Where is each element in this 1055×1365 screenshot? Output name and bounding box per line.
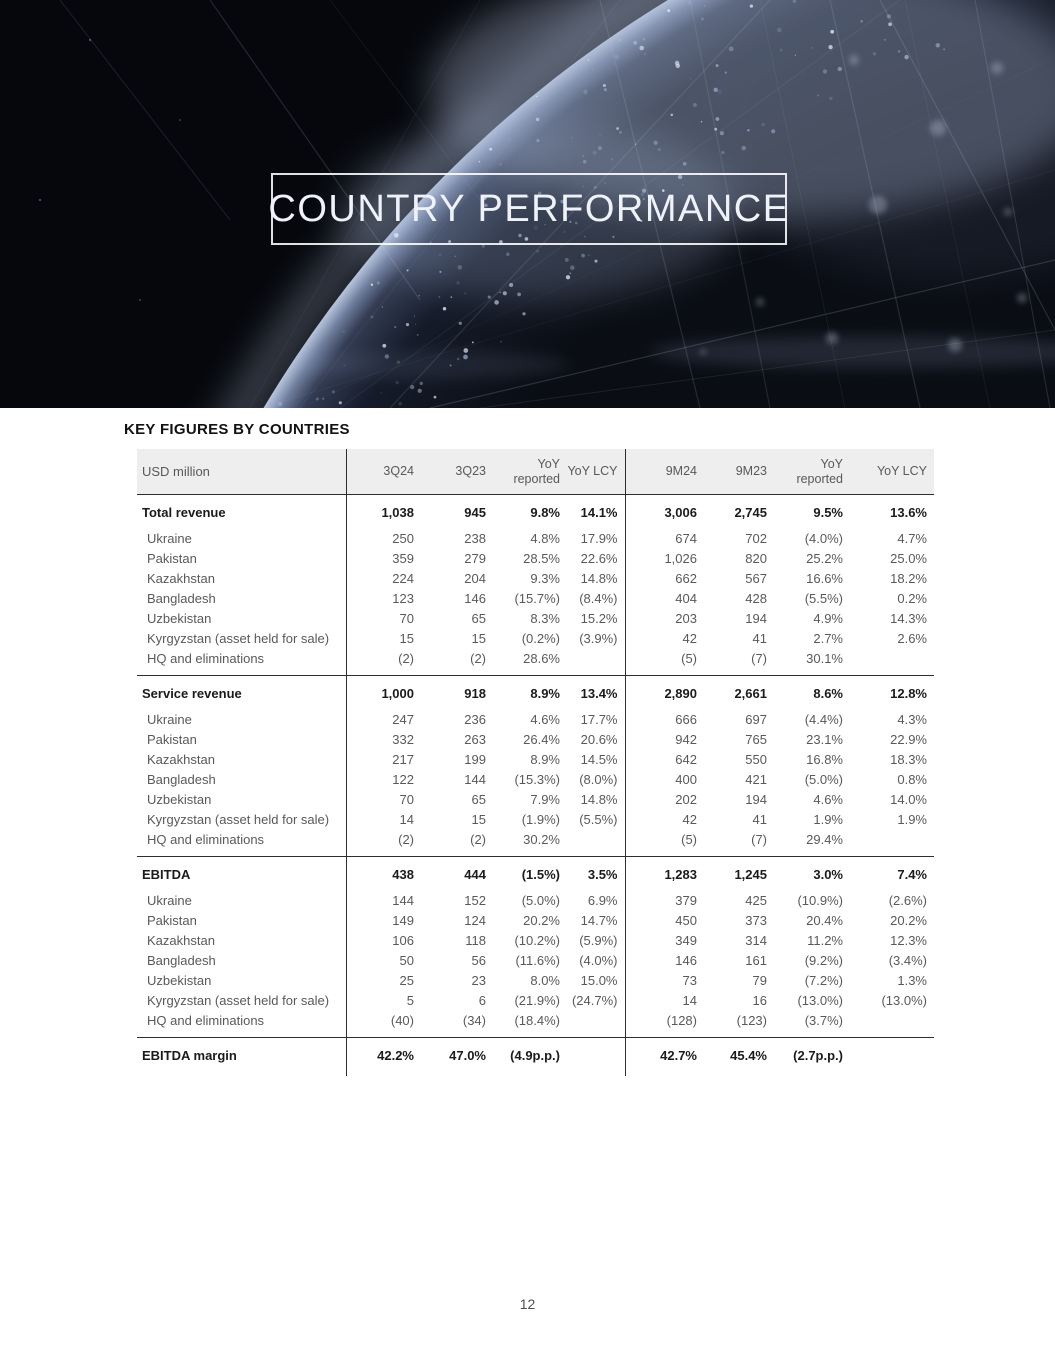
page-number: 12 [519,1296,536,1312]
cell-value: (7) [751,651,767,666]
cell-value: (1.5%) [493,857,567,892]
cell-value: (1.9%) [521,812,560,827]
cell-value: (5.0%) [804,772,843,787]
unit-label: USD million [137,449,346,495]
cell-value: 918 [421,676,493,711]
table-section [137,1038,934,1077]
cell-value: 20.2% [523,913,560,928]
cell-value: (8.0%) [567,770,625,790]
cell-value: 15 [471,812,486,827]
cell-value: 14.7% [567,911,625,931]
cell-value: 942 [675,732,697,747]
country-row [137,810,934,830]
cell-value: 697 [745,712,767,727]
cell-value: 945 [421,495,493,530]
cell-value: 14.5% [567,750,625,770]
cell-value: 15 [399,631,414,646]
column-header: 3Q23 [421,449,493,495]
cell-value: 17.9% [567,529,625,549]
table-section [137,676,934,857]
cell-value: (7) [751,832,767,847]
page-title: COUNTRY PERFORMANCE [268,187,790,230]
cell-value: 16.6% [806,571,843,586]
cell-value: 820 [745,551,767,566]
cell-value: 20.4% [806,913,843,928]
cell-value: 144 [464,772,486,787]
column-header: 9M24 [625,449,704,495]
country-row [137,971,934,991]
cell-value [850,649,934,676]
cell-value: 373 [745,913,767,928]
cell-value: 4.6% [530,712,560,727]
cell-value: 550 [745,752,767,767]
row-label: EBITDA margin [137,1038,346,1077]
cell-value: 194 [745,792,767,807]
cell-value: (2) [470,832,486,847]
country-row [137,951,934,971]
cell-value: 3.0% [774,857,850,892]
cell-value: (5.0%) [521,893,560,908]
cell-value: 14.1% [567,495,625,530]
country-row [137,991,934,1011]
cell-value [850,1038,934,1077]
country-row [137,1011,934,1038]
cell-value: 9.3% [530,571,560,586]
cell-value: 2.7% [813,631,843,646]
cell-value: 567 [745,571,767,586]
key-figures-table [137,449,934,1076]
row-label: Pakistan [137,730,346,750]
cell-value: 224 [392,571,414,586]
row-label: Kazakhstan [137,931,346,951]
cell-value: 65 [471,792,486,807]
cell-value: 702 [745,531,767,546]
country-row [137,891,934,911]
section-total-row [137,676,934,711]
cell-value: 662 [675,571,697,586]
cell-value: 30.2% [523,832,560,847]
column-header: YoY LCY [850,449,934,495]
section-total-row [137,495,934,530]
section-total-row [137,857,934,892]
cell-value: 14.8% [567,790,625,810]
cell-value: (34) [462,1013,486,1028]
country-row [137,589,934,609]
cell-value: (24.7%) [567,991,625,1011]
cell-value: 0.8% [897,772,927,787]
cell-value: 118 [465,933,486,948]
column-header: YoY reported [774,449,850,495]
cell-value: (4.4%) [804,712,843,727]
cell-value: 45.4% [704,1038,774,1077]
cell-value: 13.6% [850,495,934,530]
cell-value: 400 [675,772,697,787]
cell-value: 42.2% [346,1038,421,1077]
cell-value: 0.2% [897,591,927,606]
cell-value: 124 [464,913,486,928]
row-label: HQ and eliminations [137,649,346,676]
cell-value: 20.2% [890,913,927,928]
cell-value [567,830,625,857]
cell-value: 6.9% [567,891,625,911]
cell-value: 2,890 [625,676,704,711]
cell-value: (3.9%) [567,629,625,649]
cell-value: 314 [745,933,767,948]
cell-value: 444 [421,857,493,892]
cell-value: 15 [471,631,486,646]
cell-value: 22.6% [567,549,625,569]
cell-value: 42 [682,812,697,827]
cell-value: 23 [471,973,486,988]
cell-value: 438 [346,857,421,892]
cell-value: (18.4%) [514,1013,560,1028]
cell-value: 1.9% [897,812,927,827]
cell-value: (0.2%) [521,631,560,646]
country-row [137,931,934,951]
cell-value: 14 [399,812,414,827]
row-label: Bangladesh [137,589,346,609]
cell-value: (4.9p.p.) [493,1038,567,1077]
cell-value: 161 [745,953,767,968]
cell-value: 7.9% [530,792,560,807]
cell-value: 26.4% [523,732,560,747]
cell-value: 12.3% [890,933,927,948]
cell-value: 202 [675,792,697,807]
cell-value: (13.0%) [797,993,843,1008]
cell-value: 42.7% [625,1038,704,1077]
cell-value: (13.0%) [881,993,927,1008]
cell-value: 217 [392,752,414,767]
row-label: Kyrgyzstan (asset held for sale) [137,629,346,649]
section-total-row [137,1038,934,1077]
cell-value: 1,283 [625,857,704,892]
country-row [137,609,934,629]
cell-value: 2,745 [704,495,774,530]
cell-value: 4.9% [813,611,843,626]
cell-value: 247 [392,712,414,727]
cell-value: 263 [464,732,486,747]
country-row [137,830,934,857]
cell-value: 1,245 [704,857,774,892]
cell-value: 359 [392,551,414,566]
cell-value: 421 [745,772,767,787]
row-label: Bangladesh [137,951,346,971]
cell-value: 1.3% [897,973,927,988]
cell-value: 279 [464,551,486,566]
row-label: Uzbekistan [137,609,346,629]
cell-value: (2.7p.p.) [774,1038,850,1077]
cell-value: 14.0% [890,792,927,807]
hero-banner [0,0,1055,408]
cell-value: 17.7% [567,710,625,730]
cell-value: 238 [464,531,486,546]
cell-value: 1,026 [664,551,697,566]
cell-value: (5) [681,651,697,666]
cell-value: 65 [471,611,486,626]
column-header: 9M23 [704,449,774,495]
cell-value: 146 [464,591,486,606]
cell-value: 79 [752,973,767,988]
cell-value: 1,000 [346,676,421,711]
cell-value [567,1011,625,1038]
cell-value: 4.8% [530,531,560,546]
cell-value: 123 [392,591,414,606]
cell-value: 332 [392,732,414,747]
row-label: Uzbekistan [137,971,346,991]
cell-value: (123) [736,1013,767,1028]
cell-value: (3.4%) [888,953,927,968]
cell-value: 18.2% [890,571,927,586]
cell-value: (11.6%) [515,953,560,968]
cell-value: 379 [675,893,697,908]
cell-value: 13.4% [567,676,625,711]
cell-value [567,1038,625,1077]
cell-value: (5) [681,832,697,847]
cell-value: 122 [392,772,414,787]
cell-value: (3.7%) [804,1013,843,1028]
row-label: EBITDA [137,857,346,892]
column-header: YoY LCY [567,449,625,495]
cell-value: 47.0% [421,1038,493,1077]
cell-value: 70 [399,792,414,807]
country-row [137,549,934,569]
row-label: Kyrgyzstan (asset held for sale) [137,991,346,1011]
cell-value: (5.5%) [567,810,625,830]
cell-value: 23.1% [806,732,843,747]
cell-value: (10.9%) [797,893,843,908]
country-row [137,529,934,549]
row-label: Kazakhstan [137,750,346,770]
row-label: Pakistan [137,549,346,569]
cell-value: 28.5% [523,551,560,566]
row-label: Total revenue [137,495,346,530]
cell-value: 1,038 [346,495,421,530]
row-label: Uzbekistan [137,790,346,810]
cell-value: 666 [675,712,697,727]
cell-value: 30.1% [806,651,843,666]
cell-value: 8.9% [493,676,567,711]
row-label: Bangladesh [137,770,346,790]
cell-value: 22.9% [890,732,927,747]
cell-value: 194 [745,611,767,626]
cell-value: 7.4% [850,857,934,892]
cell-value: (5.5%) [804,591,843,606]
cell-value: 29.4% [806,832,843,847]
cell-value: (5.9%) [567,931,625,951]
cell-value: 9.8% [493,495,567,530]
cell-value: 236 [464,712,486,727]
cell-value: 11.2% [807,933,843,948]
row-label: Service revenue [137,676,346,711]
cell-value: (2) [470,651,486,666]
cell-value: 73 [682,973,697,988]
cell-value: 4.3% [897,712,927,727]
cell-value: 8.9% [530,752,560,767]
cell-value: 15.0% [567,971,625,991]
country-row [137,790,934,810]
cell-value: (2) [398,832,414,847]
country-row [137,730,934,750]
cell-value: 28.6% [523,651,560,666]
cell-value: (40) [390,1013,414,1028]
cell-value: 2,661 [704,676,774,711]
table-header-row [137,449,934,495]
cell-value: (15.3%) [514,772,560,787]
table-header [137,449,934,495]
cell-value: 70 [399,611,414,626]
cell-value: (21.9%) [514,993,560,1008]
cell-value: 14.3% [890,611,927,626]
cell-value: 4.7% [897,531,927,546]
cell-value: 106 [392,933,414,948]
cell-value: 152 [464,893,486,908]
cell-value: 14 [682,993,697,1008]
country-row [137,750,934,770]
cell-value: 9.5% [774,495,850,530]
cell-value: 18.3% [890,752,927,767]
cell-value: 149 [392,913,414,928]
cell-value: 8.0% [530,973,560,988]
cell-value: (8.4%) [567,589,625,609]
cell-value: 404 [675,591,697,606]
cell-value [567,649,625,676]
cell-value: 41 [752,631,767,646]
cell-value: 14.8% [567,569,625,589]
section-heading: KEY FIGURES BY COUNTRIES [124,421,350,438]
cell-value [850,1011,934,1038]
row-label: Kyrgyzstan (asset held for sale) [137,810,346,830]
cell-value: 425 [745,893,767,908]
cell-value: 674 [675,531,697,546]
cell-value: 6 [478,993,486,1008]
cell-value: (2) [398,651,414,666]
cell-value: 16 [752,993,767,1008]
cell-value: (4.0%) [804,531,843,546]
cell-value: 25 [399,973,414,988]
country-row [137,649,934,676]
column-header: 3Q24 [346,449,421,495]
cell-value: 20.6% [567,730,625,750]
row-label: Kazakhstan [137,569,346,589]
cell-value: (7.2%) [804,973,843,988]
cell-value: 41 [752,812,767,827]
row-label: Ukraine [137,710,346,730]
cell-value: 144 [392,893,414,908]
table-section [137,495,934,676]
row-label: HQ and eliminations [137,830,346,857]
cell-value: (15.7%) [514,591,560,606]
cell-value: 765 [745,732,767,747]
cell-value: 12.8% [850,676,934,711]
cell-value: 56 [471,953,486,968]
cell-value: 50 [399,953,414,968]
cell-value: 146 [675,953,697,968]
cell-value: 450 [675,913,697,928]
cell-value: (10.2%) [514,933,560,948]
cell-value: 16.8% [806,752,843,767]
row-label: Ukraine [137,529,346,549]
cell-value: 25.2% [806,551,843,566]
cell-value: 8.3% [530,611,560,626]
cell-value: (4.0%) [567,951,625,971]
cell-value: 642 [675,752,697,767]
cell-value: 3.5% [567,857,625,892]
cell-value: 199 [464,752,486,767]
cell-value: 203 [675,611,697,626]
cell-value: (128) [666,1013,697,1028]
country-row [137,629,934,649]
hero-title-box [268,173,790,245]
cell-value: 42 [682,631,697,646]
cell-value: 204 [464,571,486,586]
cell-value: 250 [392,531,414,546]
cell-value: (9.2%) [804,953,843,968]
row-label: Ukraine [137,891,346,911]
cell-value: 25.0% [890,551,927,566]
cell-value: 1.9% [813,812,843,827]
row-label: HQ and eliminations [137,1011,346,1038]
country-row [137,710,934,730]
cell-value: 4.6% [813,792,843,807]
column-header: YoY reported [493,449,567,495]
country-row [137,911,934,931]
cell-value: 15.2% [567,609,625,629]
row-label: Pakistan [137,911,346,931]
table-section [137,857,934,1038]
cell-value: 3,006 [625,495,704,530]
country-row [137,770,934,790]
cell-value: 8.6% [774,676,850,711]
cell-value: 2.6% [897,631,927,646]
cell-value: 349 [675,933,697,948]
cell-value: (2.6%) [888,893,927,908]
cell-value: 428 [745,591,767,606]
cell-value [850,830,934,857]
cell-value: 5 [406,993,414,1008]
country-row [137,569,934,589]
